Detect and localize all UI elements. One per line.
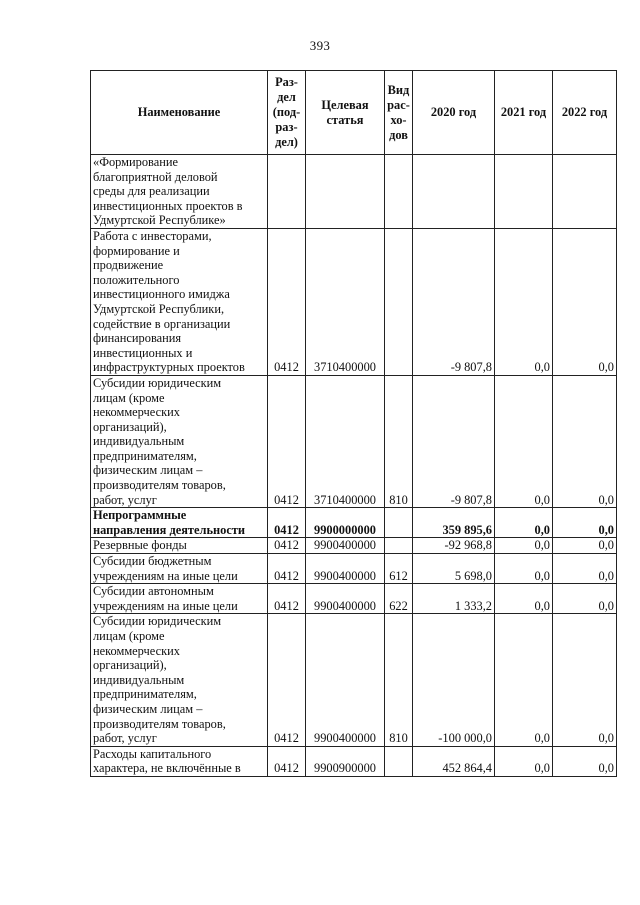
table-row: [91, 228, 617, 375]
budget-table: [90, 70, 617, 777]
cell-2021: 0,0: [495, 375, 553, 507]
cell-2020: 5 698,0: [413, 554, 495, 584]
cell-2022: 0,0: [553, 614, 617, 746]
cell-expense-type: [385, 746, 413, 776]
table-row: [91, 155, 617, 229]
cell-2022: 0,0: [553, 554, 617, 584]
cell-name: Расходы капитального характера, не включённые в: [91, 746, 268, 776]
table-row: [91, 554, 617, 584]
table-row: [91, 614, 617, 746]
cell-2022: 0,0: [553, 584, 617, 614]
cell-section: 0412: [268, 614, 306, 746]
cell-target: 9900400000: [306, 584, 385, 614]
cell-2022: [553, 155, 617, 229]
cell-expense-type: [385, 228, 413, 375]
cell-2021: 0,0: [495, 614, 553, 746]
header-2021: 2021 год: [495, 71, 553, 155]
cell-expense-type: [385, 538, 413, 554]
cell-section: 0412: [268, 228, 306, 375]
header-2020: 2020 год: [413, 71, 495, 155]
cell-name: Непрограммные направления деятельности: [91, 508, 268, 538]
header-target: Целевая статья: [306, 71, 385, 155]
cell-expense-type: [385, 155, 413, 229]
cell-name: Субсидии бюджетным учреждениям на иные цели: [91, 554, 268, 584]
table-row: [91, 538, 617, 554]
cell-2020: 1 333,2: [413, 584, 495, 614]
cell-2021: 0,0: [495, 746, 553, 776]
cell-section: [268, 155, 306, 229]
cell-expense-type: 810: [385, 375, 413, 507]
cell-2022: 0,0: [553, 746, 617, 776]
cell-2022: 0,0: [553, 508, 617, 538]
table-row: [91, 746, 617, 776]
cell-2021: 0,0: [495, 554, 553, 584]
cell-2021: [495, 155, 553, 229]
cell-2020: -9 807,8: [413, 375, 495, 507]
cell-2021: 0,0: [495, 584, 553, 614]
table-row: [91, 508, 617, 538]
cell-name: Субсидии юридическим лицам (кроме некоммерческих организаций), индивидуальным предпринимателям, физическим лицам – производителям товаров, работ, услуг: [91, 375, 268, 507]
cell-2021: 0,0: [495, 228, 553, 375]
cell-target: 9900400000: [306, 614, 385, 746]
cell-2022: 0,0: [553, 228, 617, 375]
cell-name: «Формирование благоприятной деловой среды для реализации инвестиционных проектов в Удмуртской Республике»: [91, 155, 268, 229]
cell-target: 9900400000: [306, 538, 385, 554]
cell-section: 0412: [268, 584, 306, 614]
cell-expense-type: 622: [385, 584, 413, 614]
header-name: Наименование: [91, 71, 268, 155]
cell-name: Работа с инвесторами, формирование и продвижение положительного инвестиционного имиджа Удмуртской Республики, содействие в организации финансирования инвестиционных и инфраструктурных проектов: [91, 228, 268, 375]
cell-2020: [413, 155, 495, 229]
cell-2022: 0,0: [553, 375, 617, 507]
cell-2022: 0,0: [553, 538, 617, 554]
cell-2020: 452 864,4: [413, 746, 495, 776]
cell-expense-type: 810: [385, 614, 413, 746]
cell-2020: -92 968,8: [413, 538, 495, 554]
cell-target: 3710400000: [306, 228, 385, 375]
table-header-row: [91, 71, 617, 155]
cell-2021: 0,0: [495, 538, 553, 554]
cell-section: 0412: [268, 508, 306, 538]
header-2022: 2022 год: [553, 71, 617, 155]
header-section: Раз- дел (под- раз- дел): [268, 71, 306, 155]
cell-2021: 0,0: [495, 508, 553, 538]
header-expense-type: Вид рас- хо- дов: [385, 71, 413, 155]
cell-2020: 359 895,6: [413, 508, 495, 538]
cell-name: Резервные фонды: [91, 538, 268, 554]
table-row: [91, 375, 617, 507]
cell-target: 9900400000: [306, 554, 385, 584]
cell-name: Субсидии автономным учреждениям на иные цели: [91, 584, 268, 614]
cell-target: [306, 155, 385, 229]
cell-target: 9900900000: [306, 746, 385, 776]
cell-expense-type: [385, 508, 413, 538]
table-row: [91, 584, 617, 614]
cell-section: 0412: [268, 375, 306, 507]
cell-section: 0412: [268, 538, 306, 554]
cell-section: 0412: [268, 746, 306, 776]
cell-target: 9900000000: [306, 508, 385, 538]
cell-expense-type: 612: [385, 554, 413, 584]
cell-name: Субсидии юридическим лицам (кроме некоммерческих организаций), индивидуальным предпринимателям, физическим лицам – производителям товаров, работ, услуг: [91, 614, 268, 746]
cell-section: 0412: [268, 554, 306, 584]
table-body: [91, 155, 617, 777]
cell-target: 3710400000: [306, 375, 385, 507]
cell-2020: -100 000,0: [413, 614, 495, 746]
cell-2020: -9 807,8: [413, 228, 495, 375]
page-number: 393: [309, 38, 331, 53]
